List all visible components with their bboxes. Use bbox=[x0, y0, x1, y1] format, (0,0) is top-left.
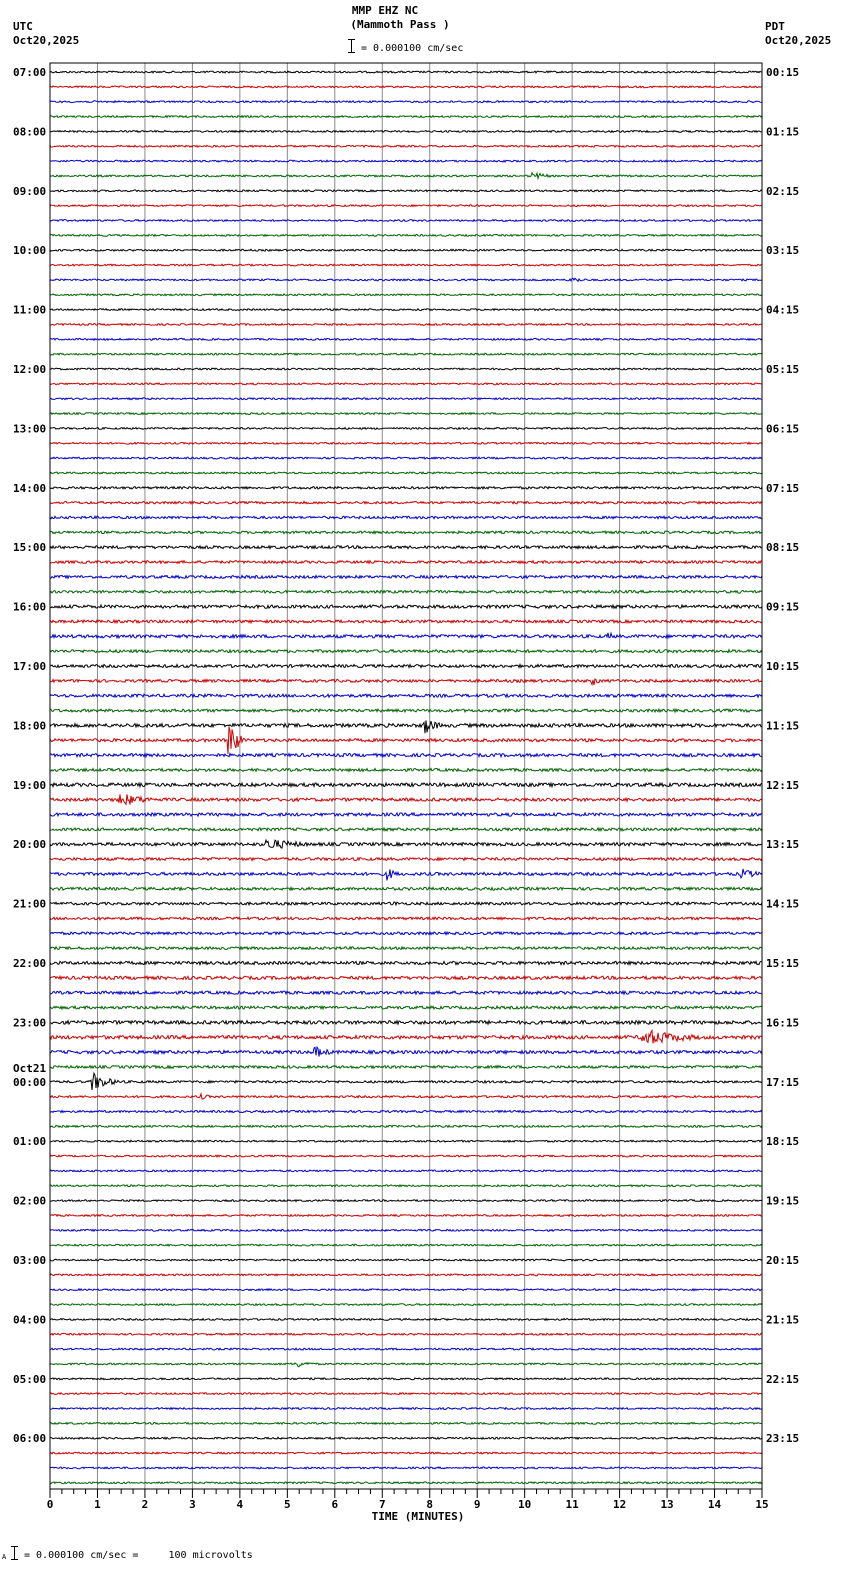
pdt-label: PDT bbox=[765, 20, 785, 33]
seismic-trace bbox=[50, 383, 762, 385]
pdt-hour-label: 03:15 bbox=[766, 244, 800, 258]
seismic-trace bbox=[50, 1378, 762, 1380]
pdt-hour-label: 19:15 bbox=[766, 1194, 800, 1208]
seismic-trace bbox=[50, 1215, 762, 1217]
utc-date: Oct20,2025 bbox=[13, 34, 80, 47]
utc-hour-label: 22:00 bbox=[13, 957, 47, 970]
station-title: MMP EHZ NC bbox=[351, 4, 419, 17]
seismic-trace bbox=[50, 828, 762, 831]
seismic-trace bbox=[50, 1185, 762, 1187]
pdt-hour-label: 22:15 bbox=[766, 1372, 800, 1386]
utc-label: UTC bbox=[13, 20, 33, 33]
utc-hour-label: 13:00 bbox=[13, 422, 47, 436]
seismic-trace bbox=[50, 131, 762, 133]
scale-label: = 0.000100 cm/sec bbox=[361, 43, 464, 54]
seismic-trace bbox=[50, 605, 762, 608]
seismic-trace bbox=[50, 1031, 762, 1044]
utc-hour-label: 08:00 bbox=[13, 125, 47, 139]
seismic-trace bbox=[50, 1333, 762, 1335]
seismic-trace bbox=[50, 1289, 762, 1291]
seismic-trace bbox=[50, 353, 762, 355]
seismic-trace bbox=[50, 1006, 762, 1009]
footer-scale-bar-icon bbox=[11, 1546, 18, 1560]
seismic-trace bbox=[50, 1170, 762, 1172]
seismic-trace bbox=[50, 324, 762, 326]
seismic-trace bbox=[50, 145, 762, 147]
seismic-trace bbox=[50, 487, 762, 489]
seismic-trace bbox=[50, 1482, 762, 1484]
x-tick-label: 5 bbox=[284, 1498, 291, 1511]
seismic-trace bbox=[50, 1021, 762, 1025]
pdt-hour-label: 04:15 bbox=[766, 303, 800, 317]
x-tick-label: 2 bbox=[141, 1498, 149, 1511]
seismic-trace bbox=[50, 1244, 762, 1246]
seismic-trace bbox=[50, 561, 762, 564]
seismic-trace bbox=[50, 840, 762, 848]
seismic-trace bbox=[50, 457, 762, 459]
time-labels bbox=[13, 66, 799, 1445]
pdt-hour-label: 12:15 bbox=[766, 778, 800, 792]
x-axis bbox=[47, 1489, 769, 1523]
utc-hour-label: 07:00 bbox=[13, 66, 47, 79]
seismic-trace bbox=[50, 947, 762, 950]
seismic-trace bbox=[50, 1319, 762, 1321]
seismic-trace bbox=[50, 220, 762, 222]
seismic-trace bbox=[50, 1155, 762, 1157]
seismic-trace bbox=[50, 869, 762, 881]
seismic-trace bbox=[50, 1304, 762, 1306]
seismic-trace bbox=[50, 902, 762, 905]
seismic-trace bbox=[50, 278, 762, 281]
seismic-trace bbox=[50, 516, 762, 519]
date-change-label: Oct21 bbox=[13, 1061, 47, 1075]
footer-scale-text: = 0.000100 cm/sec = 100 microvolts bbox=[24, 1550, 253, 1561]
seismic-trace bbox=[50, 1423, 762, 1425]
utc-hour-label: 15:00 bbox=[13, 541, 47, 555]
seismic-trace bbox=[50, 472, 762, 474]
utc-hour-label: 09:00 bbox=[13, 184, 47, 198]
x-tick-label: 7 bbox=[378, 1498, 386, 1511]
seismic-trace bbox=[50, 976, 762, 979]
seismic-trace bbox=[50, 932, 762, 935]
seismic-trace bbox=[50, 917, 762, 920]
seismic-trace bbox=[50, 1094, 762, 1099]
x-tick-label: 4 bbox=[236, 1498, 244, 1511]
seismic-trace bbox=[50, 428, 762, 430]
seismic-trace bbox=[50, 679, 762, 685]
pdt-hour-label: 23:15 bbox=[766, 1432, 800, 1446]
seismic-trace bbox=[50, 694, 762, 697]
seismic-trace bbox=[50, 338, 762, 340]
x-tick-label: 11 bbox=[565, 1498, 579, 1511]
seismic-trace bbox=[50, 1363, 762, 1367]
x-tick-label: 9 bbox=[473, 1498, 481, 1511]
seismic-trace bbox=[50, 1110, 762, 1112]
seismic-trace bbox=[50, 794, 762, 804]
utc-hour-label: 01:00 bbox=[13, 1135, 47, 1149]
seismic-trace bbox=[50, 783, 762, 787]
pdt-hour-label: 01:15 bbox=[766, 125, 800, 139]
seismic-trace bbox=[50, 650, 762, 653]
seismic-trace bbox=[50, 1437, 762, 1439]
seismic-trace bbox=[50, 1073, 762, 1090]
seismic-trace bbox=[50, 190, 762, 192]
utc-hour-label: 23:00 bbox=[13, 1016, 47, 1030]
pdt-hour-label: 11:15 bbox=[766, 719, 800, 733]
x-tick-label: 12 bbox=[612, 1498, 627, 1511]
pdt-hour-label: 00:15 bbox=[766, 66, 800, 79]
pdt-hour-label: 18:15 bbox=[766, 1135, 800, 1149]
seismic-trace bbox=[50, 71, 762, 73]
seismic-trace bbox=[50, 961, 762, 964]
seismic-trace bbox=[50, 546, 762, 549]
seismic-trace bbox=[50, 709, 762, 712]
utc-hour-label: 04:00 bbox=[13, 1313, 47, 1327]
pdt-date: Oct20,2025 bbox=[765, 34, 832, 47]
pdt-hour-label: 10:15 bbox=[766, 660, 800, 673]
utc-hour-label: 05:00 bbox=[13, 1372, 47, 1386]
utc-hour-label: 17:00 bbox=[13, 660, 47, 673]
utc-hour-label: 21:00 bbox=[13, 897, 47, 911]
utc-hour-label: 14:00 bbox=[13, 481, 47, 495]
seismic-trace bbox=[50, 264, 762, 266]
seismic-trace bbox=[50, 368, 762, 370]
pdt-hour-label: 13:15 bbox=[766, 838, 800, 852]
pdt-hour-label: 21:15 bbox=[766, 1313, 800, 1327]
seismic-trace bbox=[50, 86, 762, 88]
x-tick-label: 13 bbox=[660, 1498, 674, 1511]
seismic-trace bbox=[50, 1047, 762, 1056]
seismic-trace bbox=[50, 1408, 762, 1410]
seismic-trace bbox=[50, 413, 762, 415]
seismic-trace bbox=[50, 720, 762, 733]
seismic-trace bbox=[50, 1467, 762, 1469]
utc-hour-label: 11:00 bbox=[13, 303, 47, 317]
seismic-trace bbox=[50, 160, 762, 162]
pdt-hour-label: 09:15 bbox=[766, 600, 800, 614]
seismic-trace bbox=[50, 101, 762, 103]
seismic-trace bbox=[50, 1066, 762, 1069]
seismic-trace bbox=[50, 769, 762, 772]
utc-hour-label: 06:00 bbox=[13, 1432, 47, 1446]
seismic-trace bbox=[50, 502, 762, 504]
pdt-hour-label: 05:15 bbox=[766, 363, 800, 376]
seismic-trace bbox=[50, 1348, 762, 1350]
pdt-hour-label: 15:15 bbox=[766, 957, 800, 970]
utc-hour-label: 00:00 bbox=[13, 1075, 47, 1089]
utc-hour-label: 03:00 bbox=[13, 1254, 47, 1267]
seismic-trace bbox=[50, 813, 762, 816]
pdt-hour-label: 17:15 bbox=[766, 1075, 800, 1089]
x-tick-label: 15 bbox=[755, 1498, 769, 1511]
seismic-trace bbox=[50, 531, 762, 534]
seismic-trace bbox=[50, 205, 762, 207]
utc-hour-label: 10:00 bbox=[13, 244, 47, 258]
seismic-trace bbox=[50, 1140, 762, 1142]
seismic-trace bbox=[50, 116, 762, 118]
seismic-trace bbox=[50, 1452, 762, 1454]
seismic-trace bbox=[50, 442, 762, 444]
seismic-trace bbox=[50, 1393, 762, 1395]
seismic-trace bbox=[50, 1229, 762, 1231]
seismic-trace bbox=[50, 1200, 762, 1202]
x-tick-label: 10 bbox=[518, 1498, 532, 1511]
utc-hour-label: 12:00 bbox=[13, 363, 47, 376]
seismic-traces bbox=[50, 71, 762, 1484]
seismic-trace bbox=[50, 590, 762, 593]
seismic-trace bbox=[50, 887, 762, 890]
seismic-trace bbox=[50, 1259, 762, 1261]
station-location: (Mammoth Pass ) bbox=[350, 18, 450, 31]
seismic-trace bbox=[50, 398, 762, 400]
pdt-hour-label: 16:15 bbox=[766, 1016, 800, 1030]
utc-hour-label: 18:00 bbox=[13, 719, 47, 733]
x-tick-label: 6 bbox=[331, 1498, 339, 1511]
x-tick-label: 3 bbox=[189, 1498, 196, 1511]
pdt-hour-label: 14:15 bbox=[766, 897, 800, 911]
seismic-trace bbox=[50, 633, 762, 638]
x-tick-label: 14 bbox=[707, 1498, 722, 1511]
utc-hour-label: 19:00 bbox=[13, 778, 47, 792]
seismic-trace bbox=[50, 294, 762, 296]
seismic-trace bbox=[50, 576, 762, 579]
seismic-trace bbox=[50, 620, 762, 623]
seismic-trace bbox=[50, 727, 762, 754]
pdt-hour-label: 02:15 bbox=[766, 184, 800, 198]
utc-hour-label: 02:00 bbox=[13, 1194, 47, 1208]
seismic-trace bbox=[50, 665, 762, 668]
seismic-trace bbox=[50, 173, 762, 179]
pdt-hour-label: 08:15 bbox=[766, 541, 800, 555]
pdt-hour-label: 06:15 bbox=[766, 422, 800, 436]
seismic-trace bbox=[50, 249, 762, 251]
x-axis-title: TIME (MINUTES) bbox=[371, 1510, 465, 1523]
utc-hour-label: 20:00 bbox=[13, 838, 47, 852]
seismic-trace bbox=[50, 754, 762, 757]
pdt-hour-label: 20:15 bbox=[766, 1254, 800, 1267]
pdt-hour-label: 07:15 bbox=[766, 481, 800, 495]
x-tick-label: 0 bbox=[46, 1498, 54, 1511]
x-tick-label: 1 bbox=[94, 1498, 101, 1511]
seismic-trace bbox=[50, 309, 762, 311]
seismic-trace bbox=[50, 991, 762, 994]
seismic-trace bbox=[50, 858, 762, 861]
seismic-trace bbox=[50, 1125, 762, 1127]
x-tick-label: 8 bbox=[426, 1498, 434, 1511]
utc-hour-label: 16:00 bbox=[13, 600, 47, 614]
seismic-trace bbox=[50, 235, 762, 237]
seismic-trace bbox=[50, 1274, 762, 1276]
footer-marker: A bbox=[2, 1553, 7, 1561]
